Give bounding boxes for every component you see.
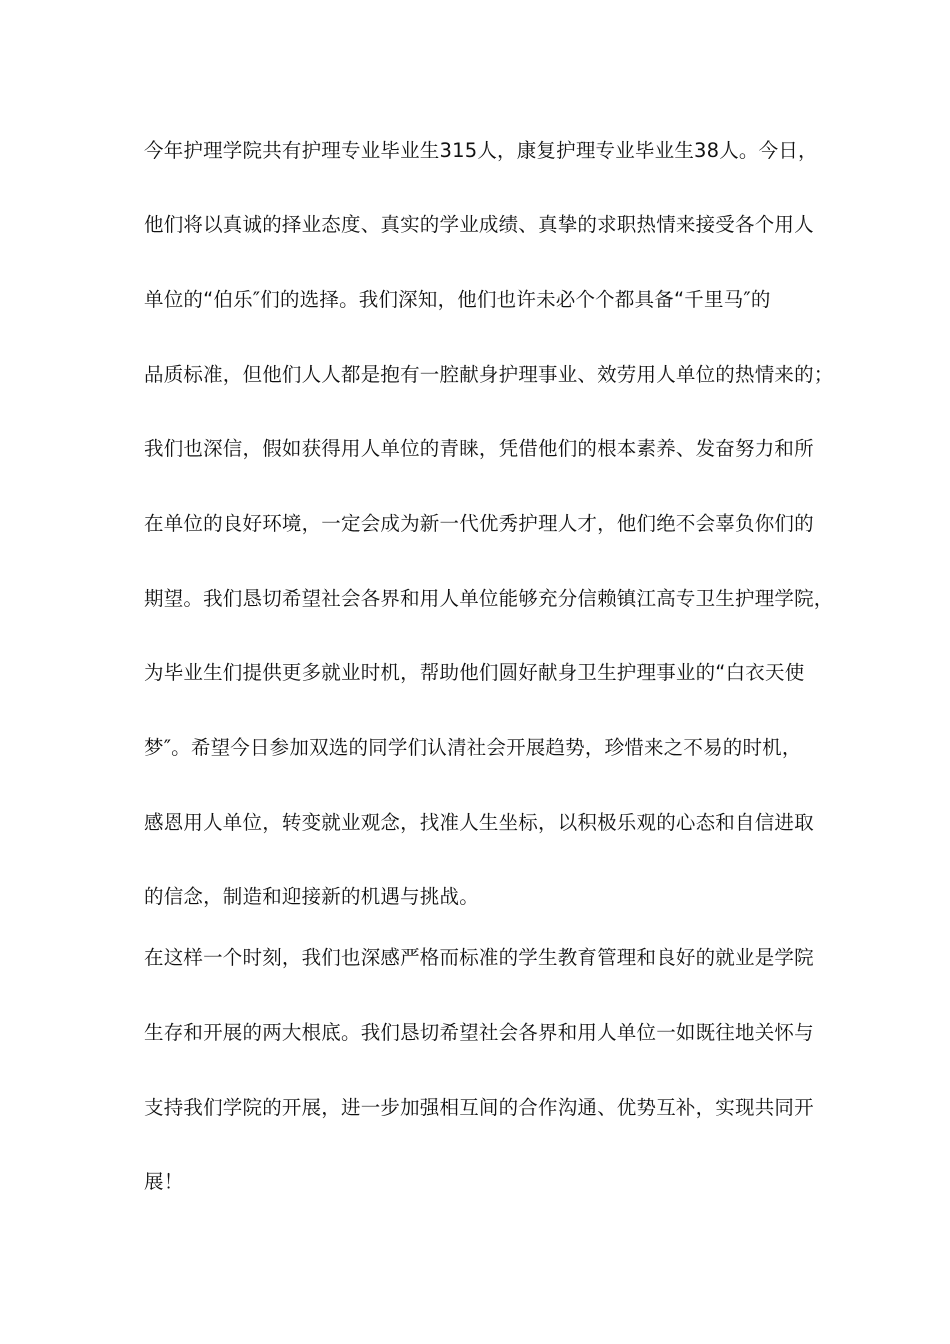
paragraph-1-line-4: 品质标准，但他们人人都是抱有一腔献身护理事业、效劳用人单位的热情来的； — [144, 363, 834, 386]
paragraph-1-line-9: 梦″。希望今日参加双选的同学们认清社会开展趋势，珍惜来之不易的时机， — [144, 736, 802, 759]
paragraph-1-line-8: 为毕业生们提供更多就业时机，帮助他们圆好献身卫生护理事业的“白衣天使 — [144, 661, 805, 684]
paragraph-2-line-4: 展！ — [144, 1170, 184, 1193]
paragraph-1-line-6: 在单位的良好环境，一定会成为新一代优秀护理人才，他们绝不会辜负你们的 — [144, 512, 814, 535]
paragraph-1-line-10: 感恩用人单位，转变就业观念，找准人生坐标，以积极乐观的心态和自信进取 — [144, 811, 814, 834]
paragraph-1-line-7: 期望。我们恳切希望社会各界和用人单位能够充分信赖镇江高专卫生护理学院， — [144, 587, 834, 610]
paragraph-1-line-3: 单位的“伯乐″们的选择。我们深知，他们也许未必个个都具备“千里马″的 — [144, 288, 771, 311]
paragraph-1-line-11: 的信念，制造和迎接新的机遇与挑战。 — [144, 885, 479, 908]
paragraph-2-line-1: 在这样一个时刻，我们也深感严格而标准的学生教育管理和良好的就业是学院 — [144, 946, 814, 969]
paragraph-2-line-2: 生存和开展的两大根底。我们恳切希望社会各界和用人单位一如既往地关怀与 — [144, 1021, 814, 1044]
paragraph-2-line-3: 支持我们学院的开展，进一步加强相互间的合作沟通、优势互补，实现共同开 — [144, 1096, 814, 1119]
paragraph-1-line-5: 我们也深信，假如获得用人单位的青睐，凭借他们的根本素养、发奋努力和所 — [144, 437, 814, 460]
paragraph-1-line-1: 今年护理学院共有护理专业毕业生315人，康复护理专业毕业生38人。今日， — [144, 139, 818, 162]
paragraph-1-line-2: 他们将以真诚的择业态度、真实的学业成绩、真挚的求职热情来接受各个用人 — [144, 213, 814, 236]
